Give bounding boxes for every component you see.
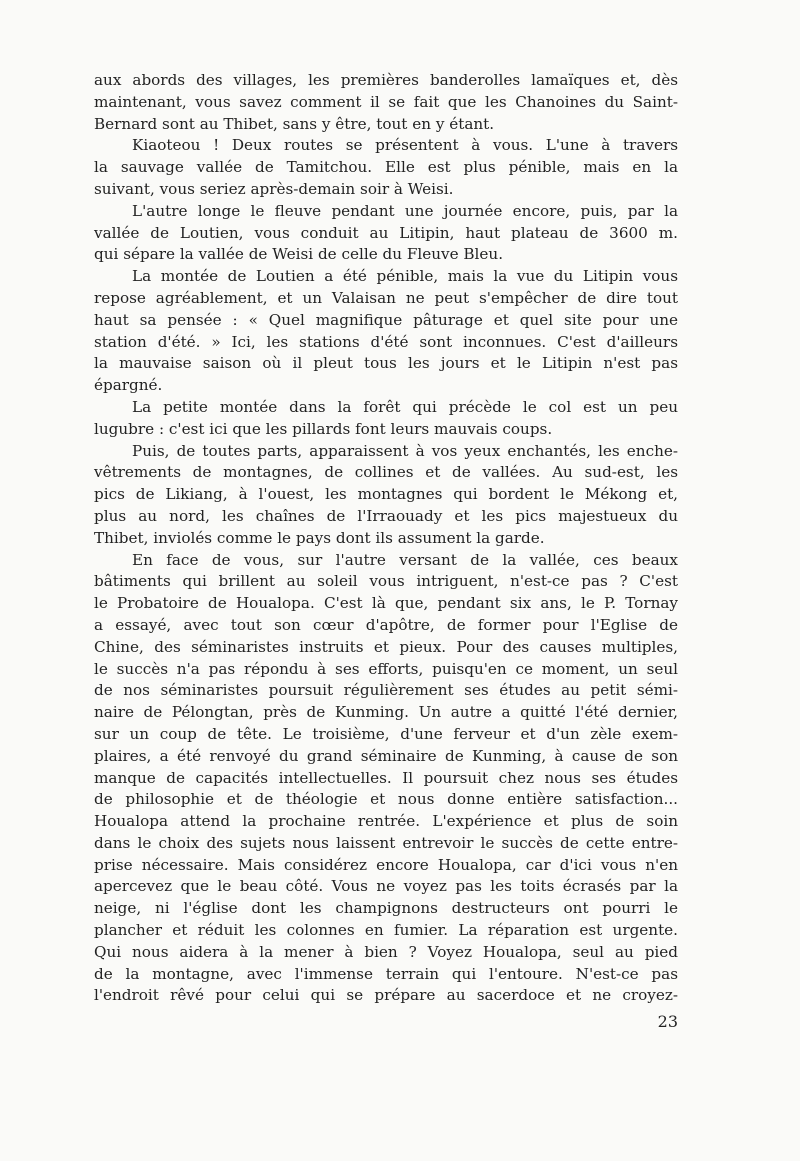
text-line: vallée de Loutien, vous conduit au Litipin, haut plateau de 3600 m.: [94, 223, 678, 242]
text-line: épargné.: [94, 376, 163, 395]
text-line: bâtiments qui brillent au soleil vous intriguent, n'est-ce pas ? C'est: [94, 572, 678, 591]
text-line: La montée de Loutien a été pénible, mais la vue du Litipin vous: [132, 267, 678, 286]
text-line: Chine, des séminaristes instruits et pieux. Pour des causes multiples,: [94, 637, 678, 656]
text-line: haut sa pensée : « Quel magnifique pâturage et quel site pour une: [94, 310, 678, 329]
text-line: plancher et réduit les colonnes en fumier. La réparation est urgente.: [94, 921, 678, 940]
text-line: plus au nord, les chaînes de l'Irraouady et les pics majestueux du: [94, 506, 678, 525]
paragraph: [94, 441, 678, 550]
text-line: pics de Likiang, à l'ouest, les montagnes qui bordent le Mékong et,: [94, 485, 678, 504]
text-line: de philosophie et de théologie et nous donne entière satisfaction...: [94, 790, 678, 809]
text-line: apercevez que le beau côté. Vous ne voyez pas les toits écrasés par la: [94, 877, 678, 896]
text-line: La petite montée dans la forêt qui précède le col est un peu: [132, 397, 678, 416]
text-line: suivant, vous seriez après-demain soir à Weisi.: [94, 179, 454, 198]
paragraph: [94, 397, 678, 441]
text-line: manque de capacités intellectuelles. Il poursuit chez nous ses études: [94, 768, 678, 787]
text-line: vêtrements de montagnes, de collines et de vallées. Au sud-est, les: [94, 463, 678, 482]
text-line: de nos séminaristes poursuit régulièrement ses études au petit sémi-: [94, 681, 678, 700]
text-line: a essayé, avec tout son cœur d'apôtre, de former pour l'Eglise de: [94, 615, 678, 634]
paragraph: [94, 135, 678, 200]
text-line: L'autre longe le fleuve pendant une journée encore, puis, par la: [132, 201, 678, 220]
text-line: de la montagne, avec l'immense terrain qui l'entoure. N'est-ce pas: [94, 964, 678, 983]
text-line: repose agréablement, et un Valaisan ne peut s'empêcher de dire tout: [94, 288, 678, 307]
page-number: 23: [657, 1012, 678, 1031]
text-line: dans le choix des sujets nous laissent entrevoir le succès de cette entre-: [94, 833, 678, 852]
text-line: En face de vous, sur l'autre versant de la vallée, ces beaux: [132, 550, 678, 569]
text-line: Houalopa attend la prochaine rentrée. L'expérience et plus de soin: [94, 812, 678, 831]
paragraph: [94, 550, 678, 1008]
text-line: neige, ni l'église dont les champignons destructeurs ont pourri le: [94, 899, 678, 918]
text-line: Bernard sont au Thibet, sans y être, tout en y étant.: [94, 114, 495, 133]
text-line: le succès n'a pas répondu à ses efforts, puisqu'en ce moment, un seul: [94, 659, 678, 678]
text-line: le Probatoire de Houalopa. C'est là que, pendant six ans, le P. Tornay: [94, 594, 678, 613]
text-line: sur un coup de tête. Le troisième, d'une ferveur et d'un zèle exem-: [94, 724, 678, 743]
text-line: Thibet, inviolés comme le pays dont ils assument la garde.: [94, 528, 545, 547]
text-line: lugubre : c'est ici que les pillards font leurs mauvais coups.: [94, 419, 553, 438]
text-line: prise nécessaire. Mais considérez encore Houalopa, car d'ici vous n'en: [94, 855, 678, 874]
paragraph: [94, 70, 678, 135]
text-line: Puis, de toutes parts, apparaissent à vos yeux enchantés, les enche-: [132, 441, 678, 460]
page-body: [94, 70, 678, 1007]
text-line: plaires, a été renvoyé du grand séminaire de Kunming, à cause de son: [94, 746, 678, 765]
text-line: station d'été. » Ici, les stations d'été sont inconnues. C'est d'ailleurs: [94, 332, 678, 351]
text-line: naire de Pélongtan, près de Kunming. Un autre a quitté l'été dernier,: [94, 703, 678, 722]
paragraph: [94, 201, 678, 266]
text-line: aux abords des villages, les premières banderolles lamaïques et, dès: [94, 71, 678, 89]
text-line: la sauvage vallée de Tamitchou. Elle est plus pénible, mais en la: [94, 158, 678, 177]
paragraph: [94, 266, 678, 397]
text-line: Qui nous aidera à la mener à bien ? Voyez Houalopa, seul au pied: [94, 942, 678, 961]
text-line: qui sépare la vallée de Weisi de celle du Fleuve Bleu.: [94, 245, 504, 264]
text-line: maintenant, vous savez comment il se fait que les Chanoines du Saint-: [94, 92, 678, 111]
text-line: Kiaoteou ! Deux routes se présentent à vous. L'une à travers: [132, 136, 678, 155]
text-line: l'endroit rêvé pour celui qui se prépare au sacerdoce et ne croyez-: [94, 986, 678, 1005]
text-line: la mauvaise saison où il pleut tous les jours et le Litipin n'est pas: [94, 354, 678, 373]
